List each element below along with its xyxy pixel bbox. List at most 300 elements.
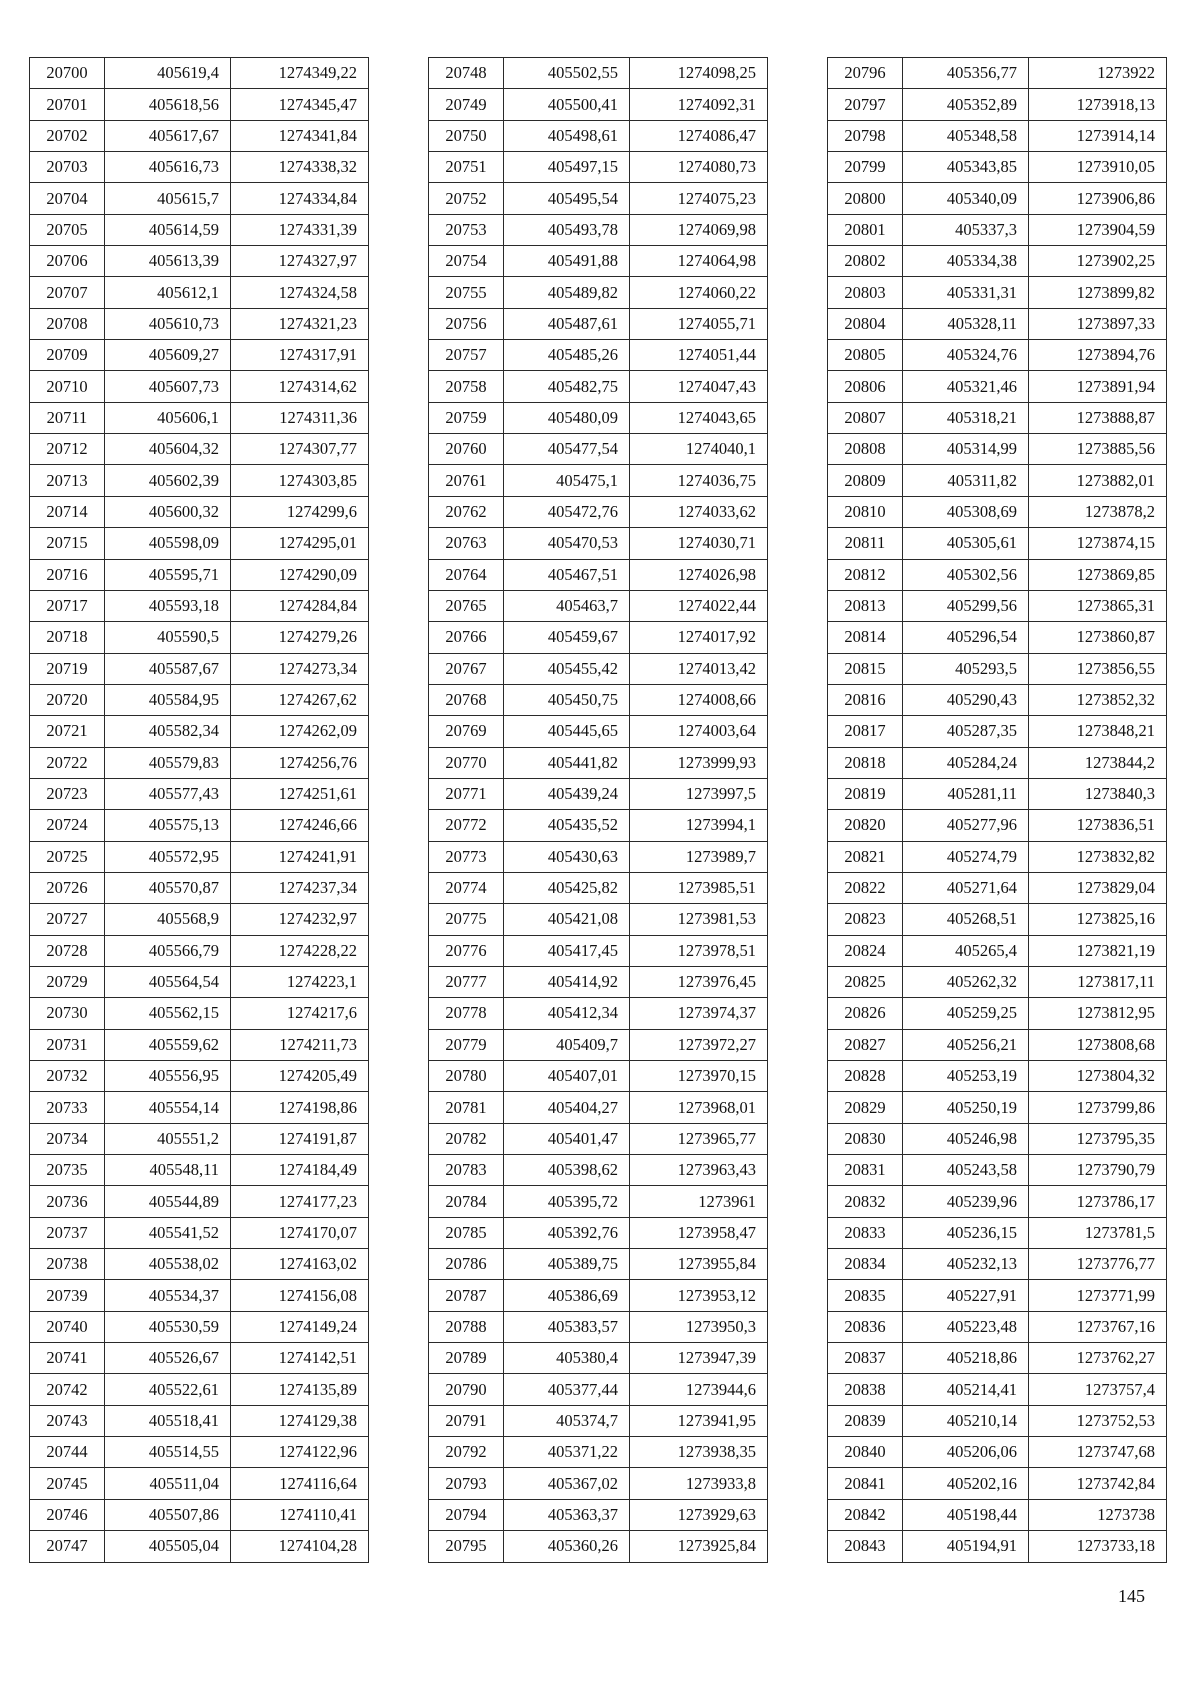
x-coordinate-cell: 405218,86 [903, 1343, 1029, 1374]
y-coordinate-cell: 1274317,91 [231, 340, 369, 371]
y-coordinate-cell: 1273869,85 [1029, 559, 1167, 590]
point-number-cell: 20842 [828, 1499, 903, 1530]
table-row [828, 1437, 1167, 1468]
y-coordinate-cell: 1273812,95 [1029, 998, 1167, 1029]
x-coordinate-cell: 405610,73 [105, 308, 231, 339]
x-coordinate-cell: 405463,7 [504, 590, 630, 621]
y-coordinate-cell: 1273974,37 [630, 998, 768, 1029]
x-coordinate-cell: 405544,89 [105, 1186, 231, 1217]
point-number-cell: 20787 [429, 1280, 504, 1311]
y-coordinate-cell: 1274334,84 [231, 183, 369, 214]
y-coordinate-cell: 1273799,86 [1029, 1092, 1167, 1123]
point-number-cell: 20722 [30, 747, 105, 778]
point-number-cell: 20774 [429, 872, 504, 903]
point-number-cell: 20805 [828, 340, 903, 371]
y-coordinate-cell: 1273848,21 [1029, 716, 1167, 747]
y-coordinate-cell: 1273997,5 [630, 778, 768, 809]
x-coordinate-cell: 405206,06 [903, 1437, 1029, 1468]
y-coordinate-cell: 1273762,27 [1029, 1343, 1167, 1374]
y-coordinate-cell: 1274273,34 [231, 653, 369, 684]
x-coordinate-cell: 405404,27 [504, 1092, 630, 1123]
table-row [828, 58, 1167, 89]
x-coordinate-cell: 405467,51 [504, 559, 630, 590]
point-number-cell: 20802 [828, 246, 903, 277]
table-row [828, 1468, 1167, 1499]
x-coordinate-cell: 405507,86 [105, 1499, 231, 1530]
point-number-cell: 20800 [828, 183, 903, 214]
point-number-cell: 20765 [429, 590, 504, 621]
y-coordinate-cell: 1273994,1 [630, 810, 768, 841]
x-coordinate-cell: 405352,89 [903, 89, 1029, 120]
x-coordinate-cell: 405518,41 [105, 1405, 231, 1436]
point-number-cell: 20803 [828, 277, 903, 308]
table-row [30, 559, 369, 590]
y-coordinate-cell: 1273776,77 [1029, 1249, 1167, 1280]
y-coordinate-cell: 1273781,5 [1029, 1217, 1167, 1248]
y-coordinate-cell: 1274051,44 [630, 340, 768, 371]
table-row [828, 214, 1167, 245]
table-row [429, 778, 768, 809]
table-row [828, 246, 1167, 277]
y-coordinate-cell: 1274055,71 [630, 308, 768, 339]
x-coordinate-cell: 405577,43 [105, 778, 231, 809]
x-coordinate-cell: 405590,5 [105, 622, 231, 653]
table-row [828, 1374, 1167, 1405]
point-number-cell: 20792 [429, 1437, 504, 1468]
table-row [828, 998, 1167, 1029]
y-coordinate-cell: 1273972,27 [630, 1029, 768, 1060]
table-row [429, 1280, 768, 1311]
point-number-cell: 20773 [429, 841, 504, 872]
table-row [828, 590, 1167, 621]
table-row [30, 58, 369, 89]
point-number-cell: 20819 [828, 778, 903, 809]
y-coordinate-cell: 1274321,23 [231, 308, 369, 339]
point-number-cell: 20740 [30, 1311, 105, 1342]
x-coordinate-cell: 405356,77 [903, 58, 1029, 89]
point-number-cell: 20785 [429, 1217, 504, 1248]
table-row [30, 1499, 369, 1530]
point-number-cell: 20710 [30, 371, 105, 402]
point-number-cell: 20783 [429, 1155, 504, 1186]
point-number-cell: 20750 [429, 120, 504, 151]
table-row [828, 1343, 1167, 1374]
y-coordinate-cell: 1274110,41 [231, 1499, 369, 1530]
point-number-cell: 20824 [828, 935, 903, 966]
point-number-cell: 20804 [828, 308, 903, 339]
x-coordinate-cell: 405616,73 [105, 152, 231, 183]
table-row [30, 152, 369, 183]
x-coordinate-cell: 405485,26 [504, 340, 630, 371]
point-number-cell: 20706 [30, 246, 105, 277]
y-coordinate-cell: 1274022,44 [630, 590, 768, 621]
y-coordinate-cell: 1273938,35 [630, 1437, 768, 1468]
x-coordinate-cell: 405530,59 [105, 1311, 231, 1342]
x-coordinate-cell: 405595,71 [105, 559, 231, 590]
x-coordinate-cell: 405360,26 [504, 1531, 630, 1562]
point-number-cell: 20814 [828, 622, 903, 653]
point-number-cell: 20772 [429, 810, 504, 841]
x-coordinate-cell: 405414,92 [504, 966, 630, 997]
table-row [429, 716, 768, 747]
x-coordinate-cell: 405430,63 [504, 841, 630, 872]
x-coordinate-cell: 405321,46 [903, 371, 1029, 402]
table-row [828, 1217, 1167, 1248]
table-row [30, 1186, 369, 1217]
y-coordinate-cell: 1273906,86 [1029, 183, 1167, 214]
point-number-cell: 20701 [30, 89, 105, 120]
table-row [429, 872, 768, 903]
y-coordinate-cell: 1273953,12 [630, 1280, 768, 1311]
y-coordinate-cell: 1273976,45 [630, 966, 768, 997]
point-number-cell: 20793 [429, 1468, 504, 1499]
point-number-cell: 20744 [30, 1437, 105, 1468]
y-coordinate-cell: 1273874,15 [1029, 528, 1167, 559]
table-row [828, 340, 1167, 371]
y-coordinate-cell: 1273795,35 [1029, 1123, 1167, 1154]
point-number-cell: 20818 [828, 747, 903, 778]
table-row [30, 120, 369, 151]
y-coordinate-cell: 1273958,47 [630, 1217, 768, 1248]
y-coordinate-cell: 1274040,1 [630, 434, 768, 465]
table-row [429, 371, 768, 402]
y-coordinate-cell: 1273955,84 [630, 1249, 768, 1280]
x-coordinate-cell: 405425,82 [504, 872, 630, 903]
x-coordinate-cell: 405497,15 [504, 152, 630, 183]
point-number-cell: 20781 [429, 1092, 504, 1123]
x-coordinate-cell: 405259,25 [903, 998, 1029, 1029]
table-row [828, 716, 1167, 747]
y-coordinate-cell: 1273970,15 [630, 1061, 768, 1092]
x-coordinate-cell: 405202,16 [903, 1468, 1029, 1499]
y-coordinate-cell: 1273738 [1029, 1499, 1167, 1530]
x-coordinate-cell: 405593,18 [105, 590, 231, 621]
point-number-cell: 20714 [30, 496, 105, 527]
x-coordinate-cell: 405232,13 [903, 1249, 1029, 1280]
x-coordinate-cell: 405613,39 [105, 246, 231, 277]
point-number-cell: 20741 [30, 1343, 105, 1374]
x-coordinate-cell: 405236,15 [903, 1217, 1029, 1248]
table-row [429, 1437, 768, 1468]
y-coordinate-cell: 1273978,51 [630, 935, 768, 966]
point-number-cell: 20811 [828, 528, 903, 559]
table-row [828, 904, 1167, 935]
table-row [429, 747, 768, 778]
point-number-cell: 20732 [30, 1061, 105, 1092]
point-number-cell: 20707 [30, 277, 105, 308]
x-coordinate-cell: 405498,61 [504, 120, 630, 151]
table-row [828, 1280, 1167, 1311]
y-coordinate-cell: 1274184,49 [231, 1155, 369, 1186]
x-coordinate-cell: 405459,67 [504, 622, 630, 653]
table-row [828, 684, 1167, 715]
y-coordinate-cell: 1273757,4 [1029, 1374, 1167, 1405]
point-number-cell: 20784 [429, 1186, 504, 1217]
y-coordinate-cell: 1274338,32 [231, 152, 369, 183]
y-coordinate-cell: 1273804,32 [1029, 1061, 1167, 1092]
x-coordinate-cell: 405554,14 [105, 1092, 231, 1123]
point-number-cell: 20828 [828, 1061, 903, 1092]
table-row [30, 465, 369, 496]
table-row [30, 622, 369, 653]
point-number-cell: 20807 [828, 402, 903, 433]
y-coordinate-cell: 1273899,82 [1029, 277, 1167, 308]
x-coordinate-cell: 405253,19 [903, 1061, 1029, 1092]
table-row [30, 1531, 369, 1562]
table-row [828, 559, 1167, 590]
point-number-cell: 20762 [429, 496, 504, 527]
table-row [429, 528, 768, 559]
y-coordinate-cell: 1274129,38 [231, 1405, 369, 1436]
x-coordinate-cell: 405455,42 [504, 653, 630, 684]
y-coordinate-cell: 1274295,01 [231, 528, 369, 559]
y-coordinate-cell: 1274267,62 [231, 684, 369, 715]
point-number-cell: 20815 [828, 653, 903, 684]
y-coordinate-cell: 1273965,77 [630, 1123, 768, 1154]
x-coordinate-cell: 405389,75 [504, 1249, 630, 1280]
x-coordinate-cell: 405538,02 [105, 1249, 231, 1280]
table-row [30, 966, 369, 997]
x-coordinate-cell: 405439,24 [504, 778, 630, 809]
y-coordinate-cell: 1274086,47 [630, 120, 768, 151]
table-row [30, 778, 369, 809]
table-row [429, 496, 768, 527]
x-coordinate-cell: 405445,65 [504, 716, 630, 747]
point-number-cell: 20724 [30, 810, 105, 841]
table-row [828, 1092, 1167, 1123]
point-number-cell: 20709 [30, 340, 105, 371]
y-coordinate-cell: 1274262,09 [231, 716, 369, 747]
x-coordinate-cell: 405274,79 [903, 841, 1029, 872]
y-coordinate-cell: 1273733,18 [1029, 1531, 1167, 1562]
x-coordinate-cell: 405409,7 [504, 1029, 630, 1060]
point-number-cell: 20769 [429, 716, 504, 747]
point-number-cell: 20728 [30, 935, 105, 966]
x-coordinate-cell: 405618,56 [105, 89, 231, 120]
table-row [429, 1029, 768, 1060]
table-row [429, 1499, 768, 1530]
y-coordinate-cell: 1274279,26 [231, 622, 369, 653]
table-row [30, 904, 369, 935]
table-row [828, 277, 1167, 308]
y-coordinate-cell: 1274303,85 [231, 465, 369, 496]
x-coordinate-cell: 405570,87 [105, 872, 231, 903]
point-number-cell: 20717 [30, 590, 105, 621]
y-coordinate-cell: 1274170,07 [231, 1217, 369, 1248]
point-number-cell: 20767 [429, 653, 504, 684]
y-coordinate-cell: 1274080,73 [630, 152, 768, 183]
x-coordinate-cell: 405210,14 [903, 1405, 1029, 1436]
y-coordinate-cell: 1274314,62 [231, 371, 369, 402]
point-number-cell: 20737 [30, 1217, 105, 1248]
point-number-cell: 20766 [429, 622, 504, 653]
x-coordinate-cell: 405299,56 [903, 590, 1029, 621]
x-coordinate-cell: 405305,61 [903, 528, 1029, 559]
y-coordinate-cell: 1273742,84 [1029, 1468, 1167, 1499]
x-coordinate-cell: 405407,01 [504, 1061, 630, 1092]
point-number-cell: 20791 [429, 1405, 504, 1436]
table-row [828, 402, 1167, 433]
table-row [429, 684, 768, 715]
point-number-cell: 20713 [30, 465, 105, 496]
y-coordinate-cell: 1274142,51 [231, 1343, 369, 1374]
y-coordinate-cell: 1274232,97 [231, 904, 369, 935]
point-number-cell: 20726 [30, 872, 105, 903]
page-number: 145 [1118, 1586, 1145, 1606]
coordinates-table-1 [29, 57, 369, 1563]
point-number-cell: 20834 [828, 1249, 903, 1280]
point-number-cell: 20723 [30, 778, 105, 809]
y-coordinate-cell: 1273925,84 [630, 1531, 768, 1562]
point-number-cell: 20711 [30, 402, 105, 433]
x-coordinate-cell: 405334,38 [903, 246, 1029, 277]
table-row [30, 1061, 369, 1092]
x-coordinate-cell: 405380,4 [504, 1343, 630, 1374]
x-coordinate-cell: 405243,58 [903, 1155, 1029, 1186]
x-coordinate-cell: 405587,67 [105, 653, 231, 684]
point-number-cell: 20757 [429, 340, 504, 371]
x-coordinate-cell: 405386,69 [504, 1280, 630, 1311]
point-number-cell: 20736 [30, 1186, 105, 1217]
x-coordinate-cell: 405308,69 [903, 496, 1029, 527]
y-coordinate-cell: 1273771,99 [1029, 1280, 1167, 1311]
point-number-cell: 20821 [828, 841, 903, 872]
point-number-cell: 20718 [30, 622, 105, 653]
table-row [429, 622, 768, 653]
y-coordinate-cell: 1274030,71 [630, 528, 768, 559]
y-coordinate-cell: 1274331,39 [231, 214, 369, 245]
point-number-cell: 20759 [429, 402, 504, 433]
y-coordinate-cell: 1273963,43 [630, 1155, 768, 1186]
y-coordinate-cell: 1274246,66 [231, 810, 369, 841]
x-coordinate-cell: 405337,3 [903, 214, 1029, 245]
y-coordinate-cell: 1274075,23 [630, 183, 768, 214]
table-row [429, 1092, 768, 1123]
table-row [30, 402, 369, 433]
table-row [30, 1437, 369, 1468]
x-coordinate-cell: 405477,54 [504, 434, 630, 465]
table-row [30, 810, 369, 841]
x-coordinate-cell: 405377,44 [504, 1374, 630, 1405]
table-row [828, 89, 1167, 120]
table-row [828, 810, 1167, 841]
point-number-cell: 20763 [429, 528, 504, 559]
y-coordinate-cell: 1274205,49 [231, 1061, 369, 1092]
y-coordinate-cell: 1274098,25 [630, 58, 768, 89]
x-coordinate-cell: 405296,54 [903, 622, 1029, 653]
table-row [429, 904, 768, 935]
table-row [828, 434, 1167, 465]
x-coordinate-cell: 405566,79 [105, 935, 231, 966]
table-row [429, 246, 768, 277]
table-row [828, 622, 1167, 653]
point-number-cell: 20764 [429, 559, 504, 590]
table-row [429, 152, 768, 183]
table-row [429, 465, 768, 496]
x-coordinate-cell: 405598,09 [105, 528, 231, 559]
y-coordinate-cell: 1274116,64 [231, 1468, 369, 1499]
y-coordinate-cell: 1274177,23 [231, 1186, 369, 1217]
point-number-cell: 20751 [429, 152, 504, 183]
point-number-cell: 20837 [828, 1343, 903, 1374]
x-coordinate-cell: 405541,52 [105, 1217, 231, 1248]
point-number-cell: 20813 [828, 590, 903, 621]
x-coordinate-cell: 405562,15 [105, 998, 231, 1029]
point-number-cell: 20727 [30, 904, 105, 935]
x-coordinate-cell: 405374,7 [504, 1405, 630, 1436]
y-coordinate-cell: 1274104,28 [231, 1531, 369, 1562]
x-coordinate-cell: 405522,61 [105, 1374, 231, 1405]
point-number-cell: 20833 [828, 1217, 903, 1248]
point-number-cell: 20743 [30, 1405, 105, 1436]
x-coordinate-cell: 405343,85 [903, 152, 1029, 183]
x-coordinate-cell: 405227,91 [903, 1280, 1029, 1311]
x-coordinate-cell: 405412,34 [504, 998, 630, 1029]
x-coordinate-cell: 405398,62 [504, 1155, 630, 1186]
x-coordinate-cell: 405367,02 [504, 1468, 630, 1499]
y-coordinate-cell: 1274033,62 [630, 496, 768, 527]
y-coordinate-cell: 1273856,55 [1029, 653, 1167, 684]
y-coordinate-cell: 1273786,17 [1029, 1186, 1167, 1217]
coordinates-table-2 [428, 57, 768, 1563]
table-row [828, 496, 1167, 527]
table-row [429, 1405, 768, 1436]
point-number-cell: 20831 [828, 1155, 903, 1186]
point-number-cell: 20754 [429, 246, 504, 277]
table-row [30, 935, 369, 966]
x-coordinate-cell: 405311,82 [903, 465, 1029, 496]
y-coordinate-cell: 1273918,13 [1029, 89, 1167, 120]
point-number-cell: 20735 [30, 1155, 105, 1186]
x-coordinate-cell: 405262,32 [903, 966, 1029, 997]
x-coordinate-cell: 405302,56 [903, 559, 1029, 590]
y-coordinate-cell: 1274069,98 [630, 214, 768, 245]
x-coordinate-cell: 405250,19 [903, 1092, 1029, 1123]
x-coordinate-cell: 405331,31 [903, 277, 1029, 308]
x-coordinate-cell: 405607,73 [105, 371, 231, 402]
x-coordinate-cell: 405579,83 [105, 747, 231, 778]
table-row [429, 308, 768, 339]
table-row [30, 89, 369, 120]
table-row [30, 1374, 369, 1405]
point-number-cell: 20809 [828, 465, 903, 496]
x-coordinate-cell: 405265,4 [903, 935, 1029, 966]
point-number-cell: 20708 [30, 308, 105, 339]
x-coordinate-cell: 405489,82 [504, 277, 630, 308]
y-coordinate-cell: 1273914,14 [1029, 120, 1167, 151]
table-row [30, 371, 369, 402]
point-number-cell: 20756 [429, 308, 504, 339]
table-row [30, 183, 369, 214]
y-coordinate-cell: 1274341,84 [231, 120, 369, 151]
x-coordinate-cell: 405505,04 [105, 1531, 231, 1562]
y-coordinate-cell: 1273878,2 [1029, 496, 1167, 527]
x-coordinate-cell: 405314,99 [903, 434, 1029, 465]
point-number-cell: 20794 [429, 1499, 504, 1530]
table-row [30, 1029, 369, 1060]
y-coordinate-cell: 1274228,22 [231, 935, 369, 966]
x-coordinate-cell: 405575,13 [105, 810, 231, 841]
table-row [828, 528, 1167, 559]
table-row [429, 1217, 768, 1248]
y-coordinate-cell: 1274284,84 [231, 590, 369, 621]
table-row [429, 841, 768, 872]
x-coordinate-cell: 405392,76 [504, 1217, 630, 1248]
x-coordinate-cell: 405495,54 [504, 183, 630, 214]
table-row [429, 402, 768, 433]
y-coordinate-cell: 1273933,8 [630, 1468, 768, 1499]
x-coordinate-cell: 405551,2 [105, 1123, 231, 1154]
